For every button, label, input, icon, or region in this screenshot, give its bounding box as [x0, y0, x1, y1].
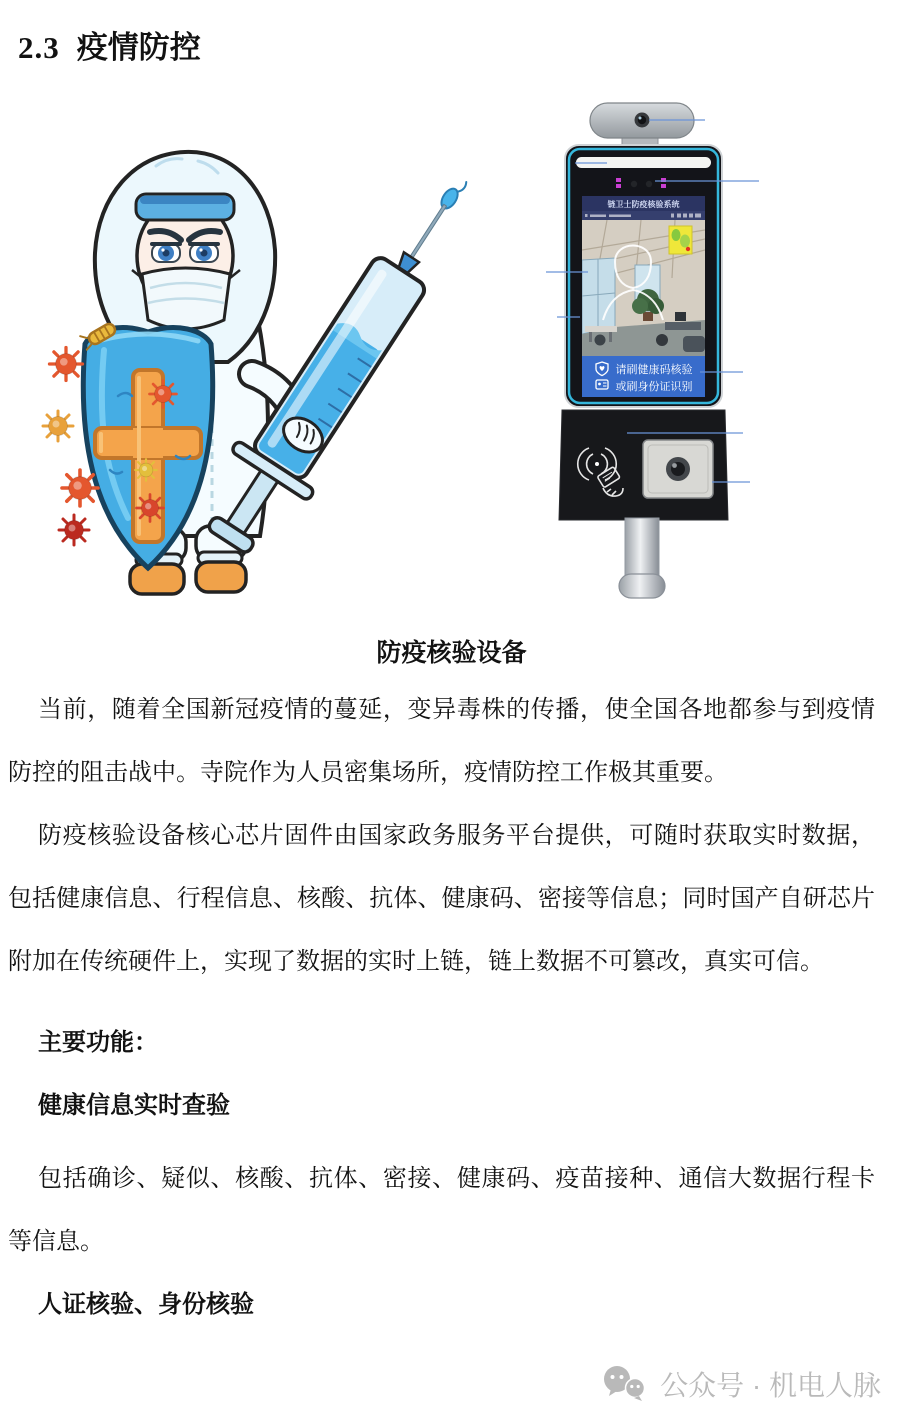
virus-icon [135, 459, 157, 481]
feature-2-title: 人证核验、身份核验 [38, 1291, 254, 1318]
pole-base-collar [619, 574, 665, 598]
prompt-line-2: 或刷身份证识别 [615, 381, 693, 393]
virus-icon [137, 495, 164, 522]
camera-lens-icon [639, 117, 642, 120]
screen-prompt-banner [582, 356, 705, 397]
feature-1-title: 健康信息实时查验 [38, 1092, 230, 1119]
qr-scanner-window [643, 440, 713, 498]
wechat-icon [602, 1365, 648, 1403]
verification-kiosk-photo [545, 100, 760, 612]
virus-icon [62, 470, 98, 506]
camera-preview [582, 220, 705, 356]
thermal-thumbnail [669, 226, 692, 254]
prompt-line-1: 请刷健康码核验 [615, 364, 693, 376]
kiosk-pole [625, 518, 659, 580]
virus-icon [150, 381, 177, 408]
section-number: 2.3 [18, 30, 60, 65]
paragraph-2: 防疫核验设备核心芯片固件由国家政务服务平台提供，可随时获取实时数据，包括健康信息、行程信息、核酸、抗体、健康码、密接等信息；同时国产自研芯片附加在传统硬件上，实现了数据的实时上链，链上数据不可篡改，真实可信。 [8, 822, 875, 975]
body-copy [8, 678, 875, 1336]
screen-app-title: 链卫士防疫核验系统 [607, 200, 680, 209]
functions-heading: 主要功能： [38, 1029, 158, 1056]
virus-icon [43, 411, 73, 441]
figure-caption: 防疫核验设备 [376, 639, 527, 667]
mascot-boot [130, 564, 184, 594]
virus-icon [59, 515, 89, 545]
mascot-boot [196, 562, 246, 592]
ppe-mascot-illustration [38, 138, 468, 608]
watermark-label: 公众号 · 机电人脉 [660, 1370, 881, 1401]
virus-icon [50, 348, 83, 381]
paragraph-1: 当前，随着全国新冠疫情的蔓延，变异毒株的传播，使全国各地都参与到疫情防控的阻击战中。寺院作为人员密集场所，疫情防控工作极其重要。 [8, 696, 875, 786]
feature-1-detail: 包括确诊、疑似、核酸、抗体、密接、健康码、疫苗接种、通信大数据行程卡等信息。 [8, 1165, 875, 1255]
watermark [602, 1364, 881, 1404]
section-title: 疫情防控 [76, 30, 201, 65]
section-heading [18, 22, 201, 67]
